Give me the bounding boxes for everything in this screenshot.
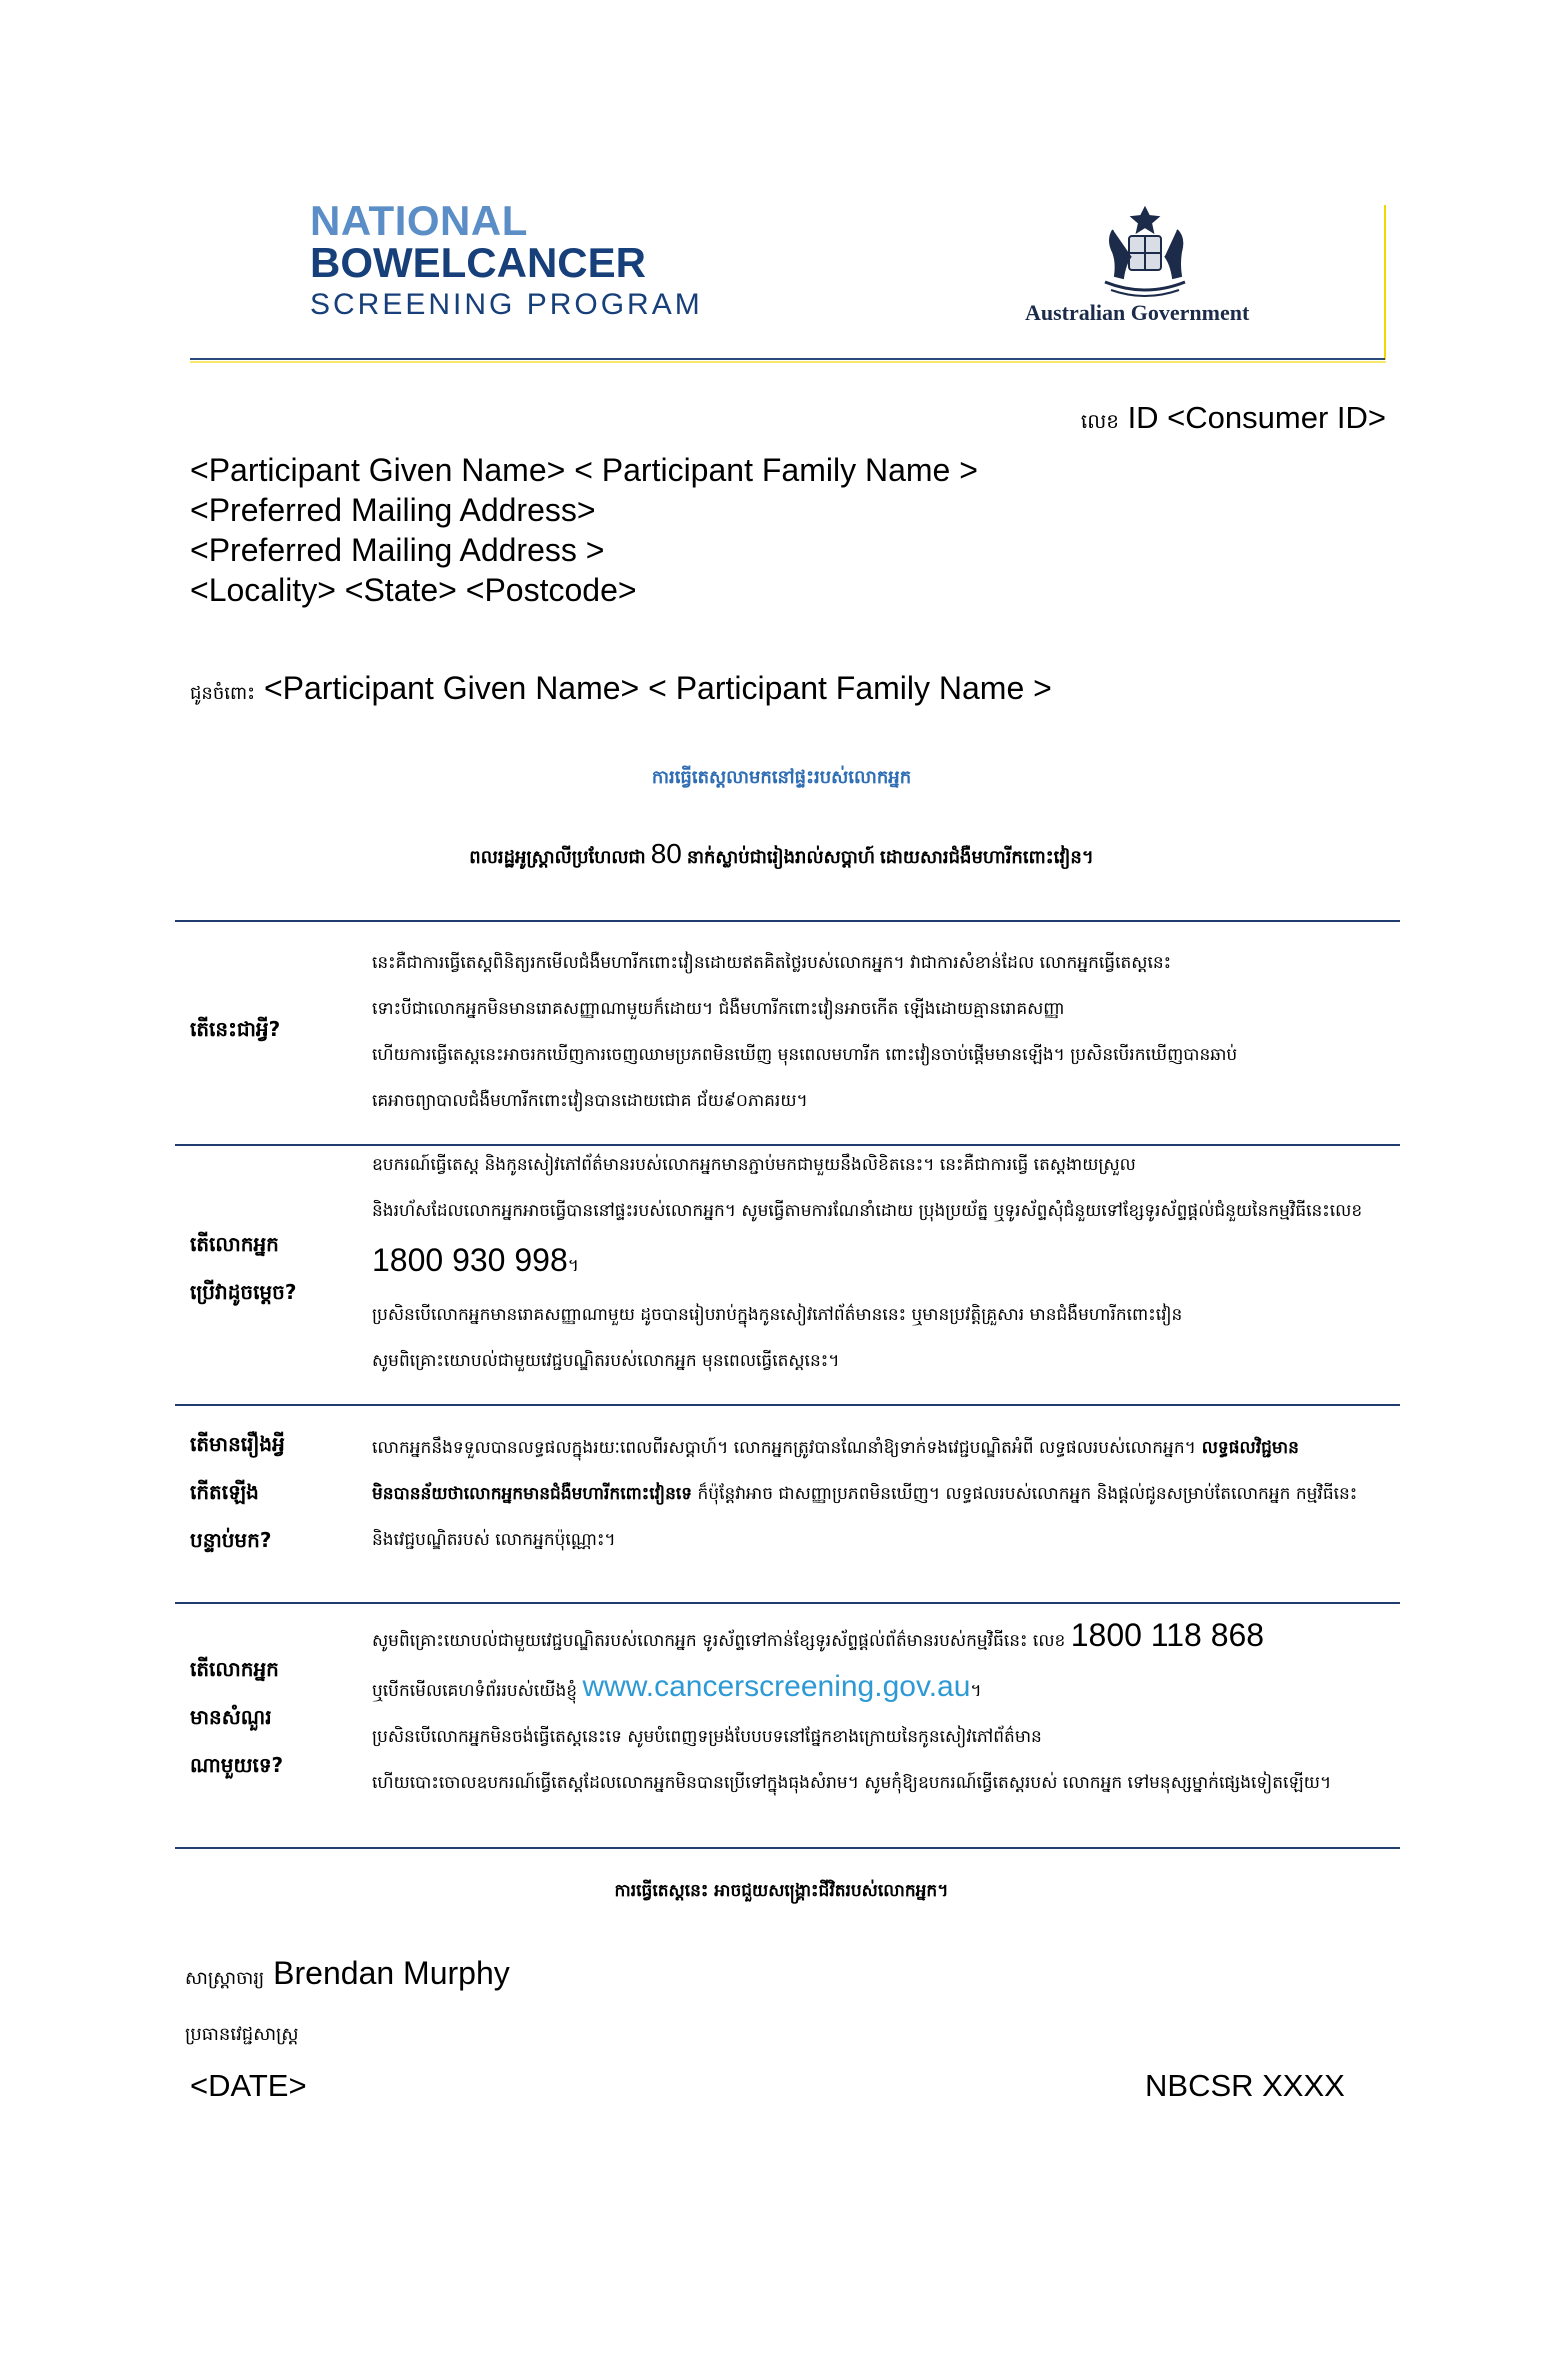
answer-what-next <box>372 1425 1372 1563</box>
header-accent-horizontal <box>190 361 1386 363</box>
answer-line: និងរហ័សដែលលោកអ្នកអាចធ្វើបាននៅផ្ទះរបស់លោកអ្នក។ សូមធ្វើតាមការណែនាំដោយ ប្រុងប្រយ័ត្ន ឬទូរស័ព្ទសុំជំនួយទៅខ្សែទូរស័ព្ទផ្តល់ជំនួយនៃកម្មវិធីនេះលេខ <box>372 1201 1363 1221</box>
helpline-line <box>372 1234 1372 1292</box>
attention-line <box>190 670 1052 708</box>
answer-line: ឧបករណ៍ធ្វើតេស្ត និងកូនសៀវភៅព័ត៌មានរបស់លោកអ្នកមានភ្ជាប់មកជាមួយនឹងលិខិតនេះ។ នេះគឺជាការធ្វើ តេស្តងាយស្រួល <box>372 1155 1136 1175</box>
question-line: តើលោកអ្នក <box>190 1657 279 1681</box>
question-line: មានសំណួរ <box>190 1705 272 1729</box>
answer-line: ប្រសិនបើលោកអ្នកមានរោគសញ្ញាណាមួយ ដូចបានរៀបរាប់ក្នុងកូនសៀវភៅព័ត៌មាននេះ ឬមានប្រវត្តិគ្រួសារ មានជំងឺមហារីកពោះវៀន <box>372 1305 1183 1325</box>
attention-prefix: ជូនចំពោះ <box>190 683 256 704</box>
address-line-2: <Preferred Mailing Address > <box>190 532 605 568</box>
signature-prefix: សាស្ត្រាចារ្យ <box>185 1968 265 1989</box>
answer-line: សូមពិគ្រោះយោបល់ជាមួយវេជ្ជបណ្ឌិតរបស់លោកអ្នក មុនពេលធ្វើតេស្តនេះ។ <box>372 1351 840 1371</box>
answer-what-is-this <box>372 940 1372 1124</box>
subtitle-part-a: ពលរដ្ឋអូស្ត្រាលីប្រហែលជា <box>469 847 651 867</box>
answer-any-questions <box>372 1612 1372 1806</box>
helpline-phone[interactable]: 1800 930 998 <box>372 1242 568 1278</box>
answer-line: ទោះបីជាលោកអ្នកមិនមានរោគសញ្ញាណាមួយក៏ដោយ។ ជំងឺមហារីកពោះវៀនអាចកើត ឡើងដោយគ្មានរោគសញ្ញា <box>372 999 1065 1019</box>
attention-name: <Participant Given Name> < Participant Family Name > <box>263 670 1052 706</box>
answer-bold-text: មិនបានន័យថាលោកអ្នកមានជំងឺមហារីកពោះវៀនទេ <box>372 1484 693 1504</box>
logo-line-national: NATIONAL <box>310 197 528 244</box>
answer-line <box>372 1425 1372 1471</box>
question-how-to-use <box>190 1220 296 1316</box>
consumer-id-value: ID <Consumer ID> <box>1118 400 1386 435</box>
australian-government-label: Australian Government <box>1025 300 1250 325</box>
answer-how-to-use <box>372 1142 1372 1384</box>
subtitle-part-b: នាក់ស្លាប់ជារៀងរាល់សប្តាហ៍ ដោយសារជំងឺមហារីកពោះវៀន។ <box>681 847 1094 867</box>
letter-title: ការធ្វើតេស្តលាមកនៅផ្ទះរបស់លោកអ្នក <box>651 767 912 787</box>
answer-line: និងវេជ្ជបណ្ឌិតរបស់ លោកអ្នកប៉ុណ្ណោះ។ <box>372 1530 616 1550</box>
signature <box>185 1955 510 1993</box>
question-any-questions <box>190 1645 283 1789</box>
nbcsp-logo <box>310 197 703 321</box>
question-line: តើមានរឿងអ្វី <box>190 1432 285 1456</box>
website-link[interactable]: www.cancerscreening.gov.au <box>582 1670 971 1703</box>
question-line: ប្រើវាដូចម្តេច? <box>190 1280 297 1304</box>
header-accent-vertical <box>1384 205 1386 360</box>
header-rule <box>190 358 1385 360</box>
table-divider <box>175 1602 1400 1604</box>
question-what-next <box>190 1420 285 1564</box>
address-line-locality: <Locality> <State> <Postcode> <box>190 572 637 608</box>
letter-subtitle <box>0 838 1563 872</box>
info-line-phone[interactable]: 1800 118 868 <box>1070 1617 1265 1653</box>
table-divider <box>175 920 1400 922</box>
question-line: កើតឡើង <box>190 1480 259 1504</box>
answer-text: ។ <box>970 1681 982 1701</box>
closing-statement: ការធ្វើតេស្តនេះ អាចជួយសង្គ្រោះជីវិតរបស់លោកអ្នក។ <box>614 1881 949 1901</box>
coat-of-arms-icon <box>1085 200 1205 310</box>
letter-date: <DATE> <box>190 2068 307 2103</box>
question-what-is-this: តើនេះជាអ្វី? <box>190 1017 281 1041</box>
answer-line: ហើយបោះចោលឧបករណ៍ធ្វើតេស្តដែលលោកអ្នកមិនបានប្រើទៅក្នុងធុងសំរាម។ សូមកុំឱ្យឧបករណ៍ធ្វើតេស្តរបស់ លោកអ្នក ទៅមនុស្សម្នាក់ផ្សេងទៀតឡើយ។ <box>372 1773 1332 1793</box>
table-divider <box>175 1404 1400 1406</box>
answer-text: ឬបើកមើលគេហទំព័ររបស់យើងខ្ញុំ <box>372 1681 578 1701</box>
answer-text: ក៏ប៉ុន្តែវាអាច ជាសញ្ញាប្រភពមិនឃើញ។ លទ្ធផលរបស់លោកអ្នក និងផ្តល់ជូនសម្រាប់តែលោកអ្នក កម្មវិធីនេះ <box>692 1484 1358 1504</box>
table-divider <box>175 1847 1400 1849</box>
question-line: តើលោកអ្នក <box>190 1232 279 1256</box>
answer-line <box>372 1612 1372 1664</box>
question-line: ណាមួយទេ? <box>190 1753 284 1777</box>
address-line-1: <Preferred Mailing Address> <box>190 492 596 528</box>
answer-text: សូមពិគ្រោះយោបល់ជាមួយវេជ្ជបណ្ឌិតរបស់លោកអ្នក ទូរស័ព្ទទៅកាន់ខ្សែទូរស័ព្ទផ្តល់ព័ត៌មានរបស់កម្មវិធីនេះ លេខ <box>372 1631 1066 1651</box>
subtitle-number: 80 <box>650 838 682 869</box>
answer-line <box>372 1664 1372 1714</box>
answer-bold-text: លទ្ធផលវិជ្ជមាន <box>1195 1438 1299 1458</box>
answer-line: គេអាចព្យាបាលជំងឺមហារីកពោះវៀនបានដោយជោគ ជ័យ៩០ភាគរយ។ <box>372 1091 808 1111</box>
reference-code: NBCSR XXXX <box>1145 2068 1345 2103</box>
consumer-id <box>1081 400 1386 438</box>
answer-line <box>372 1471 1372 1517</box>
helpline-suffix: ។ <box>567 1256 579 1276</box>
answer-line: ហើយការធ្វើតេស្តនេះអាចរកឃើញការចេញឈាមប្រភពមិនឃើញ មុនពេលមហារីក ពោះវៀនចាប់ផ្តើមមានឡើង។ ប្រសិនបើរកឃើញបានឆាប់ <box>372 1045 1238 1065</box>
answer-line: ប្រសិនបើលោកអ្នកមិនចង់ធ្វើតេស្តនេះទេ សូមបំពេញទម្រង់បែបបទនៅផ្នែកខាងក្រោយនៃកូនសៀវភៅព័ត៌មាន <box>372 1727 1042 1747</box>
mailing-address <box>190 450 978 610</box>
logo-line-screening: SCREENING PROGRAM <box>310 288 703 321</box>
answer-line: នេះគឺជាការធ្វើតេស្តពិនិត្យរកមើលជំងឺមហារីកពោះវៀនដោយឥតគិតថ្លៃរបស់លោកអ្នក។ វាជាការសំខាន់ដែល លោកអ្នកធ្វើតេស្តនេះ <box>372 953 1172 973</box>
signature-title: ប្រធានវេជ្ជសាស្ត្រ <box>185 2024 299 2045</box>
signature-name: Brendan Murphy <box>273 1955 510 1991</box>
address-line-name: <Participant Given Name> < Participant Family Name > <box>190 452 978 488</box>
answer-text: លោកអ្នកនឹងទទួលបានលទ្ធផលក្នុងរយៈពេលពីរសប្តាហ៍។ លោកអ្នកត្រូវបានណែនាំឱ្យទាក់ទងវេជ្ជបណ្ឌិតអំពី លទ្ធផលរបស់លោកអ្នក។ <box>372 1438 1196 1458</box>
consumer-id-prefix: លេខ <box>1080 409 1119 433</box>
logo-line-bowelcancer: BOWELCANCER <box>310 239 646 286</box>
question-line: បន្ទាប់មក? <box>190 1528 272 1552</box>
